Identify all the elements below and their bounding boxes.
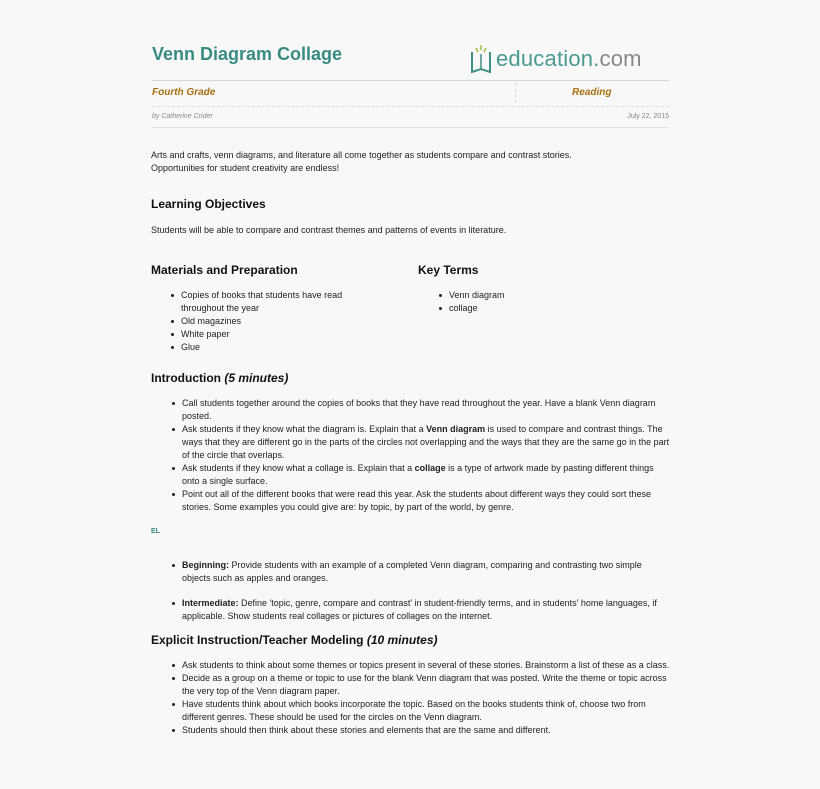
- intro-paragraph: [151, 149, 671, 175]
- page-title: Venn Diagram Collage: [152, 44, 343, 64]
- list-item: Decide as a group on a theme or topic to use for the blank Venn diagram that was posted. Write the theme or topic across the very top of the Venn diagram paper.: [172, 672, 670, 698]
- list-item: Have students think about which books incorporate the topic. Based on the books students think of, choose two from different genres. These should be used for the circles on the Venn diagram.: [172, 698, 670, 724]
- list-item: Call students together around the copies of books that they have read throughout the year. Have a blank Venn diagram posted.: [172, 397, 670, 423]
- el-level-label: Beginning:: [182, 560, 229, 570]
- explicit-heading: [151, 633, 438, 647]
- list-item: Students should then think about these stories and elements that are the same and different.: [172, 724, 670, 737]
- list-item: Old magazines: [171, 315, 381, 328]
- key-terms-heading: Key Terms: [418, 263, 479, 277]
- list-item: White paper: [171, 328, 381, 341]
- introduction-time: (5 minutes): [224, 371, 289, 385]
- logo-tld: com: [599, 46, 642, 71]
- list-item: Beginning: Provide students with an example of a completed Venn diagram, comparing and contrasting two simple objects such as apples and oranges.: [172, 559, 670, 585]
- subject-label: Reading: [572, 87, 612, 98]
- el-beginning-list: [172, 559, 670, 585]
- book-icon: [468, 44, 494, 74]
- el-intermediate-list: [172, 597, 670, 623]
- materials-heading: Materials and Preparation: [151, 263, 298, 277]
- el-label: EL: [151, 528, 160, 535]
- list-item: Point out all of the different books that were read this year. Ask the students about different ways they could sort these stories. Some examples you could give are: by topic, by part of the world, by genre.: [172, 488, 670, 514]
- materials-list: [171, 289, 381, 354]
- byline-divider: [152, 127, 669, 128]
- explicit-heading-text: Explicit Instruction/Teacher Modeling: [151, 633, 364, 647]
- logo-dot: .: [593, 46, 600, 71]
- objectives-heading: Learning Objectives: [151, 197, 266, 211]
- key-terms-list: [439, 289, 639, 315]
- list-item: Intermediate: Define 'topic, genre, compare and contrast' in student-friendly terms, and in students' home languages, if applicable. Show students real collages or pictures of collages on the internet.: [172, 597, 670, 623]
- grade-label: Fourth Grade: [152, 87, 216, 98]
- introduction-heading: [151, 371, 288, 385]
- intro-line-2: Opportunities for student creativity are endless!: [151, 163, 340, 173]
- introduction-heading-text: Introduction: [151, 371, 221, 385]
- list-item: Venn diagram: [439, 289, 639, 302]
- publish-date: July 22, 2015: [627, 113, 669, 120]
- keyword: Venn diagram: [426, 424, 486, 434]
- education-com-logo[interactable]: [468, 43, 642, 75]
- header-divider: [152, 80, 669, 81]
- list-item: Ask students if they know what a collage is. Explain that a collage is a type of artwork made by pasting different things onto a single surface.: [172, 462, 670, 488]
- list-item: Ask students if they know what the diagram is. Explain that a Venn diagram is used to compare and contrast things. The ways that they are different go in the parts of the circles not overlapping and the ways that they are the same go in the part of the circle that overlaps.: [172, 423, 670, 462]
- keyword: collage: [414, 463, 446, 473]
- meta-divider: [515, 83, 517, 103]
- objectives-text: Students will be able to compare and contrast themes and patterns of events in literature.: [151, 225, 507, 235]
- introduction-list: [172, 397, 670, 514]
- list-item: Ask students to think about some themes or topics present in several of these stories. Brainstorm a list of these as a class.: [172, 659, 670, 672]
- author-byline: by Catherine Crider: [152, 113, 213, 120]
- logo-wordmark: education: [496, 46, 594, 71]
- explicit-time: (10 minutes): [366, 633, 438, 647]
- list-item: Copies of books that students have read throughout the year: [171, 289, 381, 315]
- el-level-label: Intermediate:: [182, 598, 239, 608]
- meta-divider-line: [152, 106, 669, 108]
- explicit-list-clip: [172, 659, 670, 750]
- list-item: collage: [439, 302, 639, 315]
- explicit-list: [172, 659, 670, 737]
- list-item: Glue: [171, 341, 381, 354]
- intro-line-1: Arts and crafts, venn diagrams, and literature all come together as students compare and contrast stories.: [151, 150, 572, 160]
